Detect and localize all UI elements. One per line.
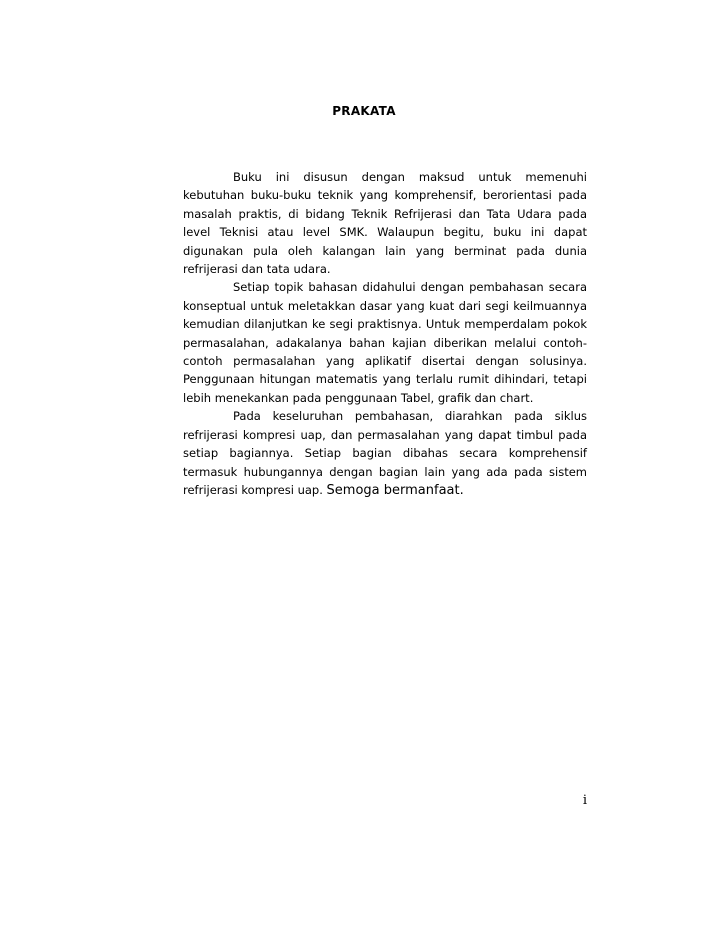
preface-body [183,168,587,500]
page-title: PRAKATA [332,104,396,118]
page-number: i [582,793,587,808]
paragraph-1: Buku ini disusun dengan maksud untuk memenuhi kebutuhan buku-buku teknik yang komprehensif, berorientasi pada masalah praktis, di bidang Teknik Refrijerasi dan Tata Udara pada level Teknisi atau level SMK. Walaupun begitu, buku ini dapat digunakan pula oleh kalangan lain yang berminat pada dunia refrijerasi dan tata udara. [183,170,587,277]
paragraph-3-text: Pada keseluruhan pembahasan, diarahkan pada siklus refrijerasi kompresi uap, dan permasalahan yang dapat timbul pada setiap bagiannya. Setiap bagian dibahas secara komprehensif termasuk hubungannya dengan bagian lain yang ada pada sistem refrijerasi kompresi uap. [183,409,587,497]
paragraph-2: Setiap topik bahasan didahului dengan pembahasan secara konseptual untuk meletakkan dasar yang kuat dari segi keilmuannya kemudian dilanjutkan ke segi praktisnya. Untuk memperdalam pokok permasalahan, adakalanya bahan kajian diberikan melalui contoh-contoh permasalahan yang aplikatif disertai dengan solusinya. Penggunaan hitungan matematis yang terlalu rumit dihindari, tetapi lebih menekankan pada penggunaan Tabel, grafik dan chart. [183,280,587,405]
closing-text: Semoga bermanfaat. [326,482,464,498]
paragraph-3 [183,407,587,500]
